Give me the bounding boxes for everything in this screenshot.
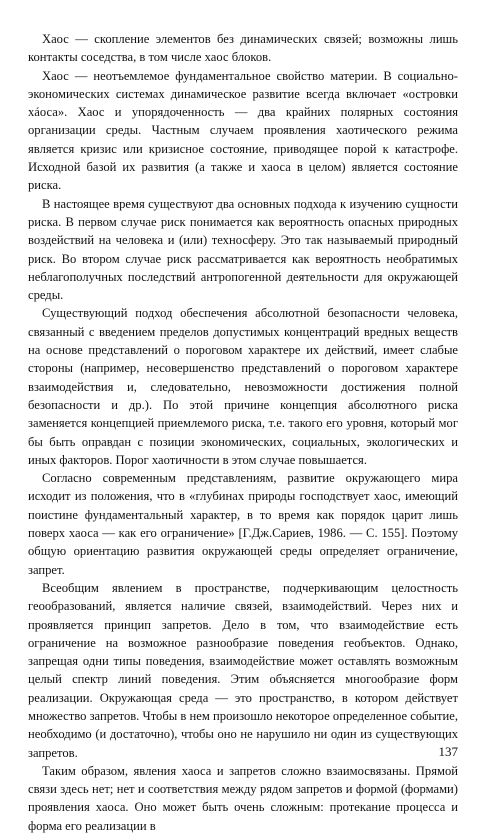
paragraph-risk-approaches: В настоящее время существуют два основных подхода к изучению сущности риска. В первом случае риск понимается как вероятность опасных природных воздействий на человека и (или) техносферу. Это так называемый природный риск. Во втором случае риск рассматривается как вероятность необратимых неблагополучных последствий антропогенной деятельности для окружающей среды. xyxy=(28,196,458,303)
paragraph-conclusion: Таким образом, явления хаоса и запретов сложно взаимосвязаны. Прямой связи здесь нет; нет и соответствия между рядом запретов и формой (формами) проявления хаоса. Оно может быть очень сложным: протекание процесса и форма его реализации в xyxy=(28,763,458,833)
page-number: 137 xyxy=(438,744,458,759)
paragraph-safety-approach: Существующий подход обеспечения абсолютной безопасности человека, связанный с введением пределов допустимых концентраций вредных веществ на основе представлений о пороговом характере их действий, имеет слабые стороны (например, несовершенство представлений о пороговом характере взаимодействия и, следовательно, невозможности достижения полной безопасности и др.). По этой причине концепция абсолютного риска заменяется концепцией приемлемого риска, т.е. такого его уровня, который мог бы быть оправдан с позиции экономических, социальных, экологических и иных факторов. Порог хаотичности в этом случае повышается. xyxy=(28,306,458,467)
paragraph-modern-views: Согласно современным представлениям, развитие окружающего мира исходит из положения, что в «глубинах природы господствует хаос, имеющий поистине фундаментальный характер, в то время как порядок царит лишь поверх хаоса — как его ограничение» [Г.Дж.Сариев, 1986. — С. 155]. Поэтому общую ориентацию развития окружающей среды определяет ограничение, запрет. xyxy=(28,471,458,577)
page-body xyxy=(28,30,458,835)
paragraph-chaos-property: Хаос — неотъемлемое фундаментальное свойство материи. В социально-экономических системах динамическое развитие всегда включает «островки хáоса». Хаос и упорядоченность — два крайних полярных состояния организации среды. Частным случаем проявления хаотического режима является кризис или кризисное состояние, приводящее порой к катастрофе. Исходной базой их развития (а также и хаоса в целом) является состояние риска. xyxy=(28,68,458,193)
paragraph-prohibitions: Всеобщим явлением в пространстве, подчеркивающим целостность геообразований, является наличие связей, взаимодействий. Через них и проявляется принцип запретов. Дело в том, что взаимодействие есть ограничение на возможное разнообразие поведения геобъектов. Однако, запрещая одни типы поведения, взаимодействие может оставлять возможным целый спектр линий поведения. Этим объясняется многообразие форм реализации. Окружающая среда — это пространство, в котором действует множество запретов. Чтобы в нем произошло некоторое определенное событие, необходимо (и достаточно), чтобы оно не нарушило ни один из существующих запретов. xyxy=(28,580,458,760)
paragraph-chaos-definition: Хаос — скопление элементов без динамических связей; возможны лишь контакты соседства, в том числе хаос блоков. xyxy=(28,32,458,65)
